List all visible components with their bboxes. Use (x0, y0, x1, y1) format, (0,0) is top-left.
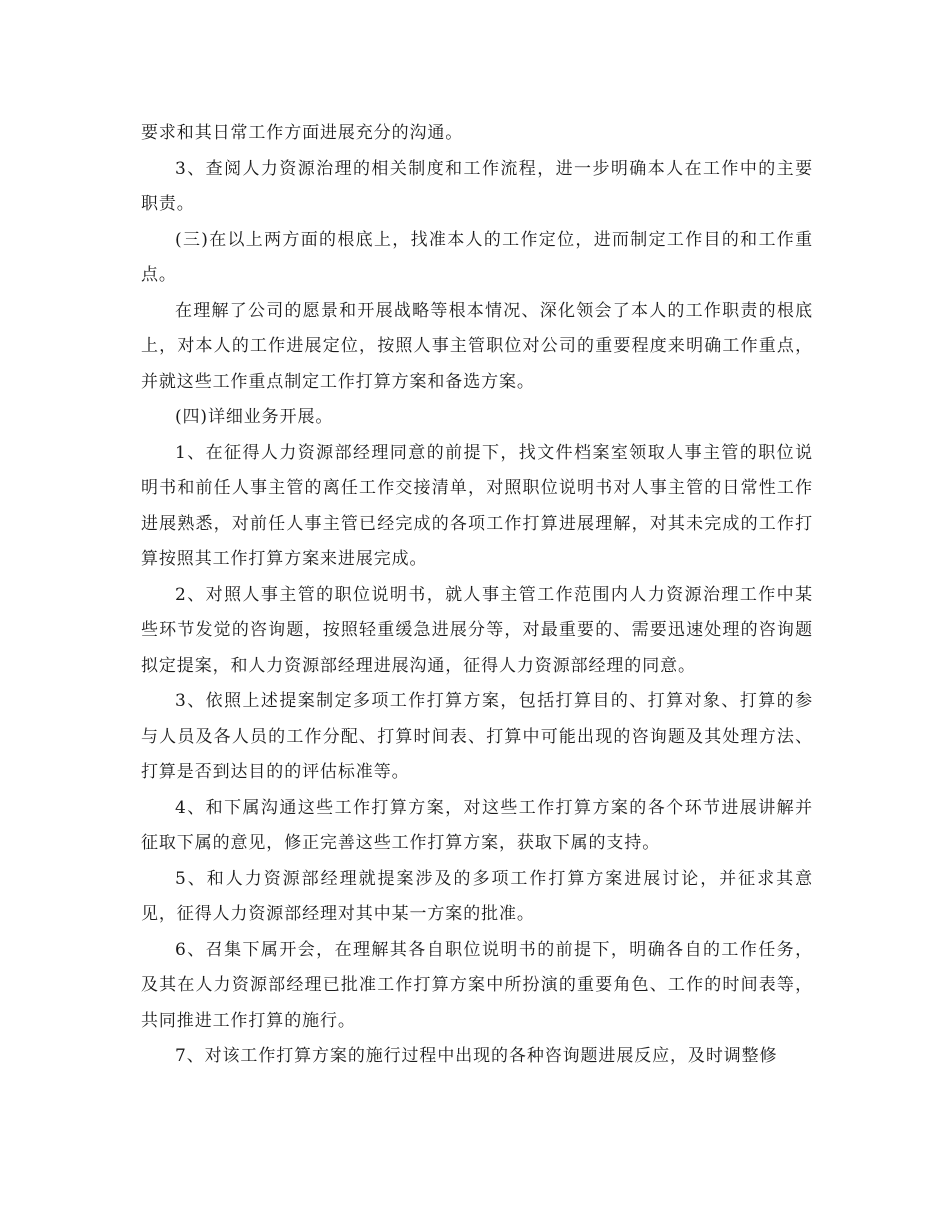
paragraph-1: 要求和其日常工作方面进展充分的沟通。 (141, 123, 464, 143)
paragraph-11: 6、召集下属开会，在理解其各自职位说明书的前提下，明确各自的工作任务，及其在人力资源部经理已批准工作打算方案中所扮演的重要角色、工作的时间表等，共同推进工作打算的施行。 (141, 939, 813, 1031)
paragraph-6: 1、在征得人力资源部经理同意的前提下，找文件档案室领取人事主管的职位说明书和前任人事主管的离任工作交接清单，对照职位说明书对人事主管的日常性工作进展熟悉，对前任人事主管已经完成的各项工作打算进展理解，对其未完成的工作打算按照其工作打算方案来进展完成。 (141, 442, 813, 569)
paragraph-2: 3、查阅人力资源治理的相关制度和工作流程，进一步明确本人在工作中的主要职责。 (141, 158, 813, 214)
paragraph-8: 3、依照上述提案制定多项工作打算方案，包括打算目的、打算对象、打算的参与人员及各人员的工作分配、打算时间表、打算中可能出现的咨询题及其处理方法、打算是否到达目的的评估标准等。 (141, 691, 813, 782)
document-body (141, 116, 813, 1075)
paragraph-5-heading: (四)详细业务开展。 (175, 407, 334, 427)
paragraph-10: 5、和人力资源部经理就提案涉及的多项工作打算方案进展讨论，并征求其意见，征得人力资源部经理对其中某一方案的批准。 (141, 868, 813, 924)
paragraph-3: (三)在以上两方面的根底上，找准本人的工作定位，进而制定工作目的和工作重点。 (141, 229, 813, 285)
paragraph-12: 7、对该工作打算方案的施行过程中出现的各种咨询题进展反应，及时调整修 (175, 1046, 778, 1066)
paragraph-9: 4、和下属沟通这些工作打算方案，对这些工作打算方案的各个环节进展讲解并征取下属的意见，修正完善这些工作打算方案，获取下属的支持。 (141, 797, 813, 853)
paragraph-7: 2、对照人事主管的职位说明书，就人事主管工作范围内人力资源治理工作中某些环节发觉的咨询题，按照轻重缓急进展分等，对最重要的、需要迅速处理的咨询题拟定提案，和人力资源部经理进展沟通，征得人力资源部经理的同意。 (141, 584, 813, 676)
paragraph-4: 在理解了公司的愿景和开展战略等根本情况、深化领会了本人的工作职责的根底上，对本人的工作进展定位，按照人事主管职位对公司的重要程度来明确工作重点，并就这些工作重点制定工作打算方案和备选方案。 (141, 300, 813, 392)
